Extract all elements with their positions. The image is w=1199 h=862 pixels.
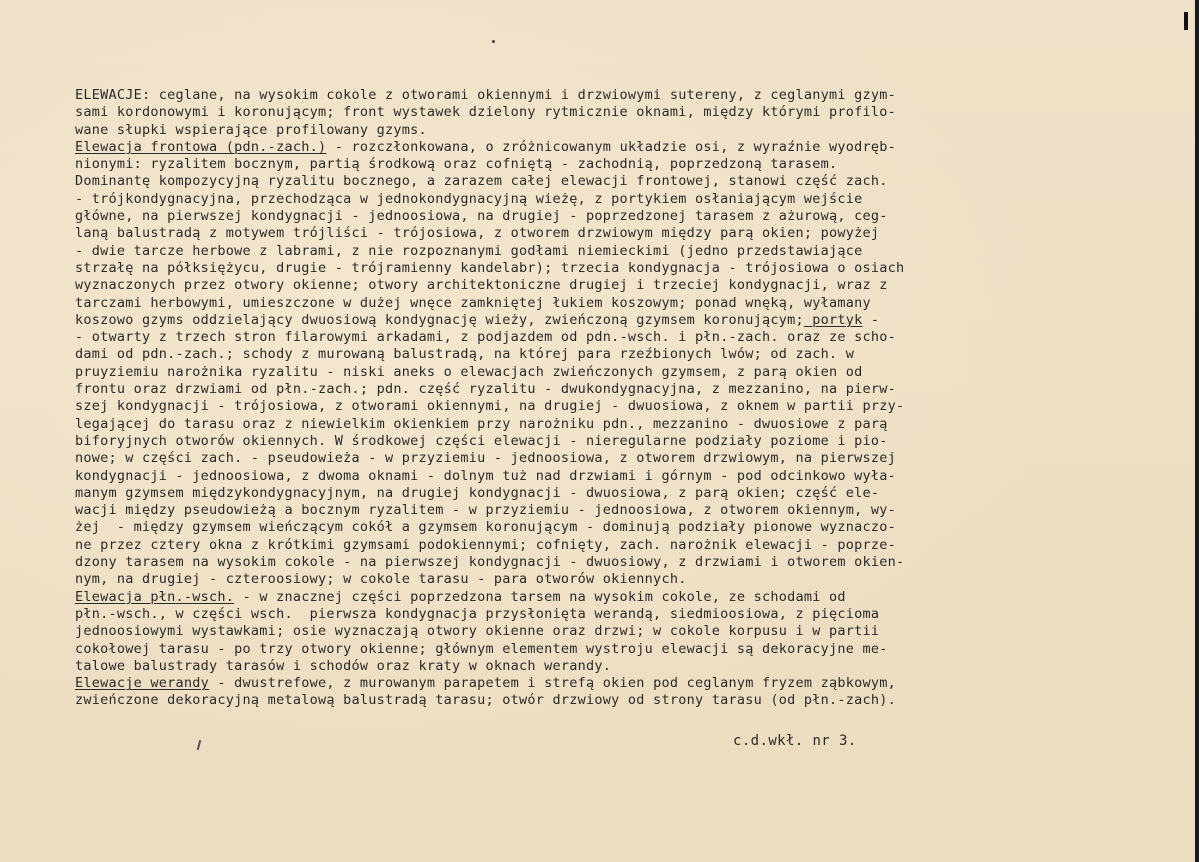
text-line [75, 104, 1085, 121]
text-line [75, 519, 1085, 536]
text-line [75, 260, 1085, 277]
pencil-tick-mark [197, 740, 202, 750]
text-line [75, 122, 1085, 139]
text-line [75, 398, 1085, 415]
text-segment: koszowo gzyms oddzielający dwuosiową kondygnację wieży, zwieńczoną gzymsem koronującym; [75, 311, 804, 328]
text-line [75, 589, 1085, 606]
text-segment: dami od pdn.-zach.; schody z murowaną balustradą, na której para rzeźbionych lwów; od zach. w [75, 346, 855, 363]
paper-speck [492, 40, 495, 43]
text-segment: nym, na drugiej - czteroosiowy; w cokole tarasu - para otworów okiennych. [75, 571, 687, 588]
text-segment: ELEWACJE: ceglane, na wysokim cokole z otworami okiennymi i drzwiowymi sutereny, z ceglanymi gzym- [75, 87, 897, 103]
text-segment: tarczami herbowymi, umieszczone w dużej wnęce zamkniętej łukiem koszowym; ponad wnęką, wyłamany [75, 294, 871, 311]
text-segment: wyznaczonych przez otwory okienne; otwory architektoniczne drugiej i trzeciej kondygnacji, wraz z [75, 277, 888, 294]
section-heading: portyk [803, 311, 863, 328]
text-segment: strzałę na półksiężycu, drugie - trójramienny kandelabr); trzecia kondygnacja - trójosiowa o osiach [75, 259, 905, 276]
text-line [75, 675, 1085, 692]
text-segment: - w znacznej części poprzedzona tarsem na wysokim cokole, ze schodami od [234, 588, 846, 605]
text-segment: - dwie tarcze herbowe z labrami, z nie rozpoznanymi godłami niemieckimi (jedno przedstawiające [75, 242, 863, 259]
section-heading: Elewacje werandy [75, 675, 210, 692]
text-segment: pruyziemiu narożnika ryzalitu - niski aneks o elewacjach zwieńczonych gzymsem, z parą okien od [75, 363, 863, 380]
text-segment: płn.-wsch., w części wsch. pierwsza kondygnacja przysłonięta werandą, siedmioosiowa, z pięcioma [75, 605, 880, 622]
text-line [75, 173, 1085, 190]
text-line [75, 433, 1085, 450]
text-line [75, 502, 1085, 519]
text-segment: biforyjnych otworów okiennych. W środkowej części elewacji - nieregularne podziały poziome i pio- [75, 432, 888, 449]
text-segment: - rozczłonkowana, o zróżnicowanym układzie osi, z wyraźnie wyodręb- [326, 138, 897, 155]
text-line [75, 191, 1085, 208]
text-segment: Dominantę kompozycyjną ryzalitu bocznego, a zarazem całej elewacji frontowej, stanowi część zach. [75, 173, 888, 190]
typewritten-text-block [75, 87, 1085, 710]
text-segment: - dwustrefowe, z murowanym parapetem i strefą okien pod ceglanym fryzem ząbkowym, [209, 675, 897, 692]
text-line [75, 537, 1085, 554]
text-line [75, 554, 1085, 571]
text-segment: jednoosiowymi wystawkami; osie wyznaczają otwory okienne oraz drzwi; w cokole korpusu i w partii [75, 623, 880, 640]
text-line [75, 606, 1085, 623]
text-segment: sami kordonowymi i koronującym; front wystawek dzielony rytmicznie oknami, między którymi profilo- [75, 104, 897, 121]
text-line [75, 571, 1085, 588]
text-segment: wacji między pseudowieżą a bocznym ryzalitem - w przyziemiu - jednoosiowa, z otworem okiennym, wy- [75, 502, 897, 519]
text-line [75, 692, 1085, 709]
text-segment: zwieńczone dekoracyjną metalową balustradą tarasu; otwór drzwiowy od strony tarasu (od płn.-zach). [75, 692, 897, 709]
text-segment: szej kondygnacji - trójosiowa, z otworami okiennymi, na drugiej - dwuosiowa, z oknem w partii przy- [75, 398, 905, 415]
text-line [75, 87, 1085, 104]
text-line [75, 243, 1085, 260]
text-segment: kondygnacji - jednoosiowa, z dwoma oknami - dolnym tuż nad drzwiami i górnym - pod odcinkowo wyła- [75, 467, 897, 484]
text-segment: żej - między gzymsem wieńczącym cokół a gzymsem koronującym - dominują podziały pionowe wyznaczo- [75, 519, 897, 536]
text-segment: talowe balustrady tarasów i schodów oraz kraty w oknach werandy. [75, 657, 612, 674]
text-line [75, 225, 1085, 242]
text-segment: cokołowej tarasu - po trzy otwory okienne; głównym elementem wystroju elewacji są dekoracyjne me- [75, 640, 888, 657]
scan-edge-mark [1184, 12, 1188, 30]
text-line [75, 156, 1085, 173]
text-line [75, 450, 1085, 467]
text-line [75, 208, 1085, 225]
text-segment: nionymi: ryzalitem bocznym, partią środkową oraz cofniętą - zachodnią, poprzedzoną tarasem. [75, 156, 838, 173]
text-line [75, 623, 1085, 640]
text-segment: - [862, 311, 880, 328]
text-segment: ne przez cztery okna z krótkimi gzymsami podokiennymi; cofnięty, zach. narożnik elewacji - poprze- [75, 536, 897, 553]
text-line [75, 329, 1085, 346]
text-segment: główne, na pierwszej kondygnacji - jednoosiowa, na drugiej - poprzedzonej tarasem z ażurową, ceg- [75, 208, 888, 225]
text-line [75, 295, 1085, 312]
text-segment: manym gzymsem międzykondygnacyjnym, na drugiej kondygnacji - dwuosiowa, z parą okien; część ele- [75, 484, 880, 501]
continuation-reference: c.d.wkł. nr 3. [733, 733, 857, 749]
text-line [75, 416, 1085, 433]
text-line [75, 658, 1085, 675]
text-segment: laną balustradą z motywem trójliści - trójosiowa, z otworem drzwiowym między parą okien; powyżej [75, 225, 880, 242]
text-line [75, 468, 1085, 485]
text-segment: frontu oraz drzwiami od płn.-zach.; pdn. część ryzalitu - dwukondygnacyjna, z mezzanino, na pierw- [75, 381, 897, 398]
text-segment: nowe; w części zach. - pseudowieża - w przyziemiu - jednoosiowa, z otworem drzwiowym, na pierwszej [75, 450, 897, 467]
text-line [75, 346, 1085, 363]
text-segment: - otwarty z trzech stron filarowymi arkadami, z podjazdem od pdn.-wsch. i płn.-zach. oraz ze scho- [75, 329, 897, 346]
text-line [75, 277, 1085, 294]
text-segment: - trójkondygnacyjna, przechodząca w jednokondygnacyjną wieżę, z portykiem osłaniającym wejście [75, 190, 863, 207]
text-line [75, 381, 1085, 398]
text-line [75, 139, 1085, 156]
text-line [75, 485, 1085, 502]
text-line [75, 364, 1085, 381]
section-heading: Elewacja frontowa (pdn.-zach.) [75, 138, 327, 155]
section-heading: Elewacja płn.-wsch. [75, 588, 235, 605]
text-line [75, 641, 1085, 658]
text-segment: dzony tarasem na wysokim cokole - na pierwszej kondygnacji - dwuosiowy, z drzwiami i otworem okien- [75, 554, 905, 571]
text-segment: wane słupki wspierające profilowany gzyms. [75, 121, 427, 138]
text-line [75, 312, 1085, 329]
text-segment: legającej do tarasu oraz z niewielkim okienkiem przy narożniku pdn., mezzanino - dwuosiowe z parą [75, 415, 888, 432]
